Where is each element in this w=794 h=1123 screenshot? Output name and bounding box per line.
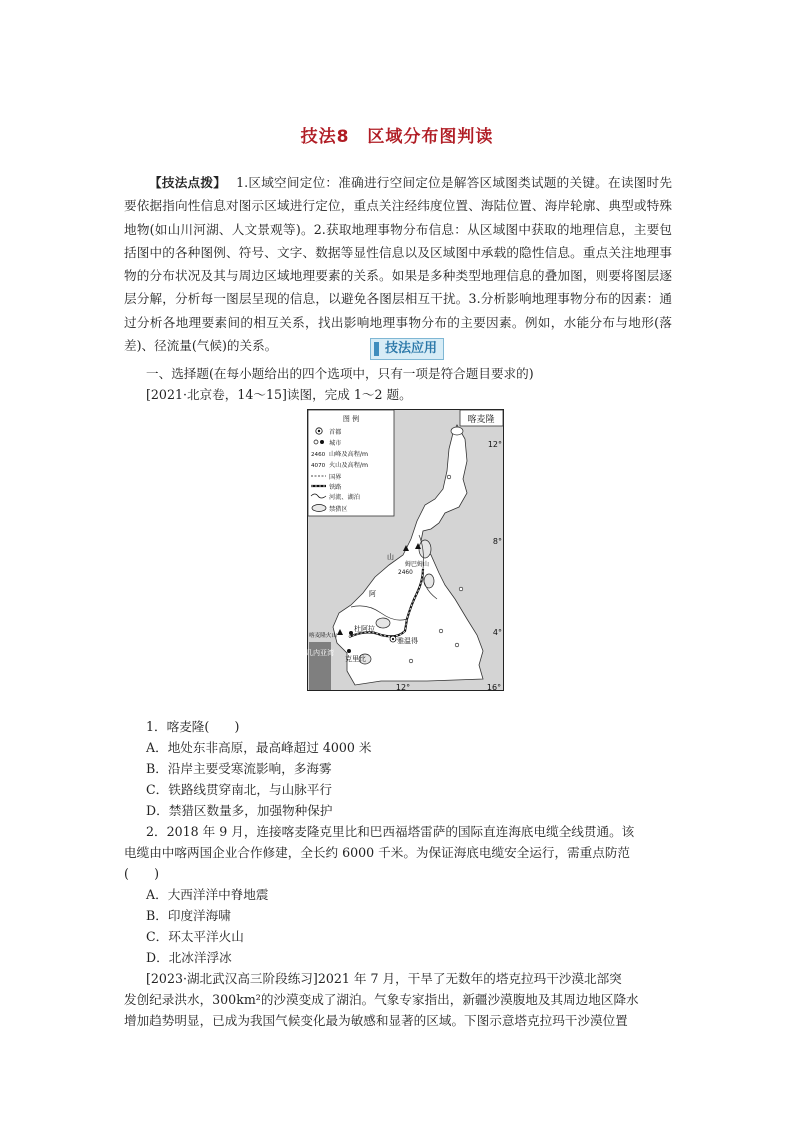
q1-option-b: B．沿岸主要受寒流影响，多海雾 — [146, 761, 332, 776]
map-label-yaounde: 雅温得 — [397, 637, 418, 645]
map-label-douala: 杜阿拉 — [354, 625, 375, 633]
map-label-mbam: 姆巴姆山 — [405, 561, 430, 568]
lat-label: 4° — [492, 628, 502, 637]
lon-label: 12° — [395, 683, 411, 691]
q2-stem-line2: 电缆由中喀两国企业合作修建，全长约 6000 千米。为保证海底电缆安全运行，需重点防范 — [124, 845, 631, 860]
cameroon-map — [307, 409, 504, 691]
city-icon — [314, 440, 318, 444]
reserve-icon — [312, 505, 326, 512]
q2-stem-line3: ( ) — [124, 866, 160, 881]
q1-option-c: C．铁路线贯穿南北，与山脉平行 — [146, 782, 332, 797]
section-heading: 一、选择题(在每小题给出的四个选项中，只有一项是符合题目要求的) — [146, 366, 534, 381]
legend-item: 火山及高程/m — [329, 462, 369, 469]
source2-line2: 发创纪录洪水，300km²的沙漠变成了湖泊。气象专家指出，新疆沙漠腹地及其周边地区降水 — [124, 992, 639, 1007]
tips-text: 1.区域空间定位：准确进行空间定位是解答区域图类试题的关键。在读图时先要依据指向性信息对图示区域进行定位，重点关注经纬度位置、海陆位置、海岸轮廓、典型或特殊地物(如山川河湖、人文景观等)。2.获取地理事物分布信息：从区域图中获取的地理信息，主要包括图中的各种图例、符号、文字、数据等显性信息以及区域图中承载的隐性信息。重点关注地理事物的分布状况及其与周边区域地理要素的关系。如果是多种类型地理信息的叠加图，则要将图层逐层分解，分析每一图层呈现的信息，以避免各图层相互干扰。3.分析影响地理事物分布的因素：通过分析各地理要素间的相互关系，找出影响地理事物分布的主要因素。例如，水能分布与地形(落差)、径流量(气候)的关系。 — [124, 175, 672, 354]
legend-item: 河流、湖泊 — [329, 494, 360, 501]
legend-height: 4070 — [311, 463, 326, 469]
map-label-mountain: 山 — [387, 553, 394, 561]
q2-stem-line1: 2．2018 年 9 月，连接喀麦隆克里比和巴西福塔雷萨的国际直连海底电缆全线贯通。该 — [146, 824, 635, 839]
q2-option-d: D．北冰洋浮冰 — [146, 950, 232, 965]
q1-stem: 1．喀麦隆( ) — [146, 719, 240, 734]
q2-option-c: C．环太平洋火山 — [146, 929, 244, 944]
legend-height: 2460 — [311, 452, 326, 458]
lat-label: 8° — [492, 537, 502, 546]
page-title: 技法8 区域分布图判读 — [300, 127, 494, 147]
legend-title: 图 例 — [342, 415, 360, 423]
map-label-volcano: 喀麦隆火山 — [309, 633, 337, 639]
legend-item: 首都 — [329, 429, 342, 436]
legend-item: 山峰及高程/m — [329, 451, 369, 458]
q1-option-a: A．地处东非高原，最高峰超过 4000 米 — [146, 740, 372, 755]
city-kribi — [347, 649, 351, 653]
map-label-gulf: 几内亚湾 — [307, 649, 334, 657]
lat-label: 12° — [487, 440, 502, 449]
reserve-area — [376, 618, 390, 628]
section-badge: 技法应用 — [370, 338, 444, 360]
source2-line1: [2023·湖北武汉高三阶段练习]2021 年 7 月，干旱了无数年的塔克拉玛干沙漠北部突 — [146, 971, 622, 986]
map-label-river: 阿 — [369, 590, 376, 598]
legend-item: 国界 — [329, 474, 342, 481]
source2-line3: 增加趋势明显，已成为我国气候变化最为敏感和显著的区域。下图示意塔克拉玛干沙漠位置 — [124, 1013, 628, 1028]
source-line: [2021·北京卷，14～15]读图，完成 1～2 题。 — [146, 387, 412, 402]
map-label-kribi: 克里比 — [345, 655, 366, 663]
tips-label: 【技法点拨】 — [149, 175, 227, 190]
lon-label: 16° — [486, 683, 502, 691]
q1-option-d: D．禁猎区数量多，加强物种保护 — [146, 803, 333, 818]
legend-item: 铁路 — [329, 484, 342, 491]
q2-option-b: B．印度洋海啸 — [146, 908, 231, 923]
map-label-peak-height: 2460 — [398, 570, 413, 576]
map-country-label: 喀麦隆 — [467, 415, 495, 425]
legend-item: 禁猎区 — [329, 506, 348, 513]
legend-item: 城市 — [329, 440, 342, 447]
tips-paragraph — [124, 171, 672, 357]
q2-option-a: A．大西洋洋中脊地震 — [146, 887, 269, 902]
city-douala — [349, 631, 353, 635]
